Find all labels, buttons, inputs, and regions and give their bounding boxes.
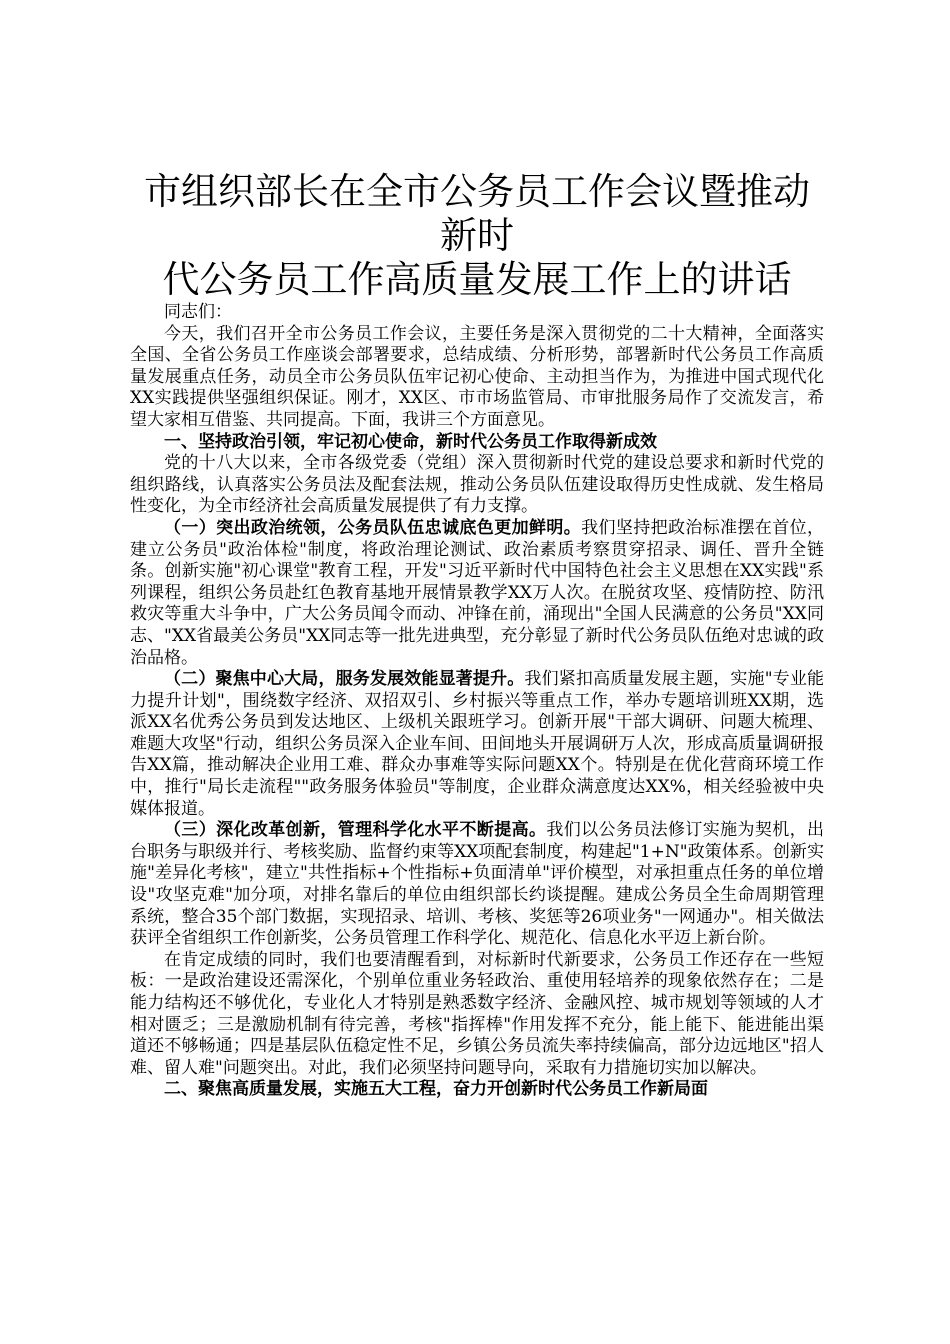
item-3-lead: （三）深化改革创新，管理科学化水平不断提高。 (164, 820, 547, 841)
document-page (130, 170, 824, 1101)
item-1-paragraph (130, 518, 824, 669)
item-3-paragraph (130, 820, 824, 950)
item-2-paragraph (130, 669, 824, 820)
greeting: 同志们： (164, 302, 232, 322)
shortfall-paragraph: 在肯定成绩的同时，我们也要清醒看到，对标新时代新要求，公务员工作还存在一些短板：一是政治建设还需深化，个别单位重业务轻政治、重使用轻培养的现象依然存在；二是能力结构还不够优化，专业化人才特别是熟悉数字经济、金融风控、城市规划等领域的人才相对匮乏；三是激励机制有待完善，考核"指挥棒"作用发挥不充分，能上能下、能进能出渠道还不够畅通；四是基层队伍稳定性不足，乡镇公务员流失率持续偏高，部分边远地区"招人难、留人难"问题突出。对此，我们必须坚持问题导向，采取有力措施切实加以解决。 (130, 949, 824, 1078)
document-title (130, 170, 824, 302)
item-1-body: 我们坚持把政治标准摆在首位，建立公务员"政治体检"制度，将政治理论测试、政治素质考察贯穿招录、调任、晋升全链条。创新实施"初心课堂"教育工程，开发"习近平新时代中国特色社会主义思想在XX实践"系列课程，组织公务员赴红色教育基地开展情景教学XX万人次。在脱贫攻坚、疫情防控、防汛救灾等重大斗争中，广大公务员闻令而动、冲锋在前，涌现出"全国人民满意的公务员"XX同志、"XX省最美公务员"XX同志等一批先进典型，充分彰显了新时代公务员队伍绝对忠诚的政治品格。 (130, 517, 825, 668)
title-line-2: 代公务员工作高质量发展工作上的讲话 (162, 258, 792, 301)
title-line-1: 市组织部长在全市公务员工作会议暨推动新时 (144, 170, 810, 257)
item-2-body: 我们紧扣高质量发展主题，实施"专业能力提升计划"，围绕数字经济、双招双引、乡村振兴等重点工作，举办专题培训班XX期，选派XX名优秀公务员到发达地区、上级机关跟班学习。创新开展"干部大调研、问题大梳理、难题大攻坚"行动，组织公务员深入企业车间、田间地头开展调研万人次，形成高质量调研报告XX篇，推动解决企业用工难、群众办事难等实际问题XX个。特别是在优化营商环境工作中，推行"局长走流程""政务服务体验员"等制度，企业群众满意度达XX%，相关经验被中央媒体报道。 (130, 669, 825, 819)
item-2-lead: （二）聚焦中心大局，服务发展效能显著提升。 (164, 669, 525, 690)
item-1-lead: （一）突出政治统领，公务员队伍忠诚底色更加鲜明。 (164, 517, 582, 538)
intro-paragraph: 今天，我们召开全市公务员工作会议，主要任务是深入贯彻党的二十大精神，全面落实全国、全省公务员工作座谈会部署要求，总结成绩、分析形势，部署新时代公务员工作高质量发展重点任务，动员全市公务员队伍牢记初心使命、主动担当作为，为推进中国式现代化XX实践提供坚强组织保证。刚才，XX区、市市场监管局、市审批服务局作了交流发言，希望大家相互借鉴、共同提高。下面，我讲三个方面意见。 (130, 323, 824, 430)
item-3-body: 我们以公务员法修订实施为契机，出台职务与职级并行、考核奖励、监督约束等XX项配套制度，构建起"1+N"政策体系。创新实施"差异化考核"，建立"共性指标+个性指标+负面清单"评价模型，对承担重点任务的单位增设"攻坚克难"加分项，对排名靠后的单位由组织部长约谈提醒。建成公务员全生命周期管理系统，整合35个部门数据，实现招录、培训、考核、奖惩等26项业务"一网通办"。相关做法获评全省组织工作创新奖，公务员管理工作科学化、规范化、信息化水平迈上新台阶。 (130, 820, 825, 949)
section-1-intro: 党的十八大以来，全市各级党委（党组）深入贯彻新时代党的建设总要求和新时代党的组织路线，认真落实公务员法及配套法规，推动公务员队伍建设取得历史性成就、发生格局性变化，为全市经济社会高质量发展提供了有力支撑。 (130, 453, 824, 517)
section-2-heading: 二、聚焦高质量发展，实施五大工程，奋力开创新时代公务员工作新局面 (164, 1079, 708, 1100)
section-1-heading: 一、坚持政治引领，牢记初心使命，新时代公务员工作取得新成效 (164, 431, 657, 452)
